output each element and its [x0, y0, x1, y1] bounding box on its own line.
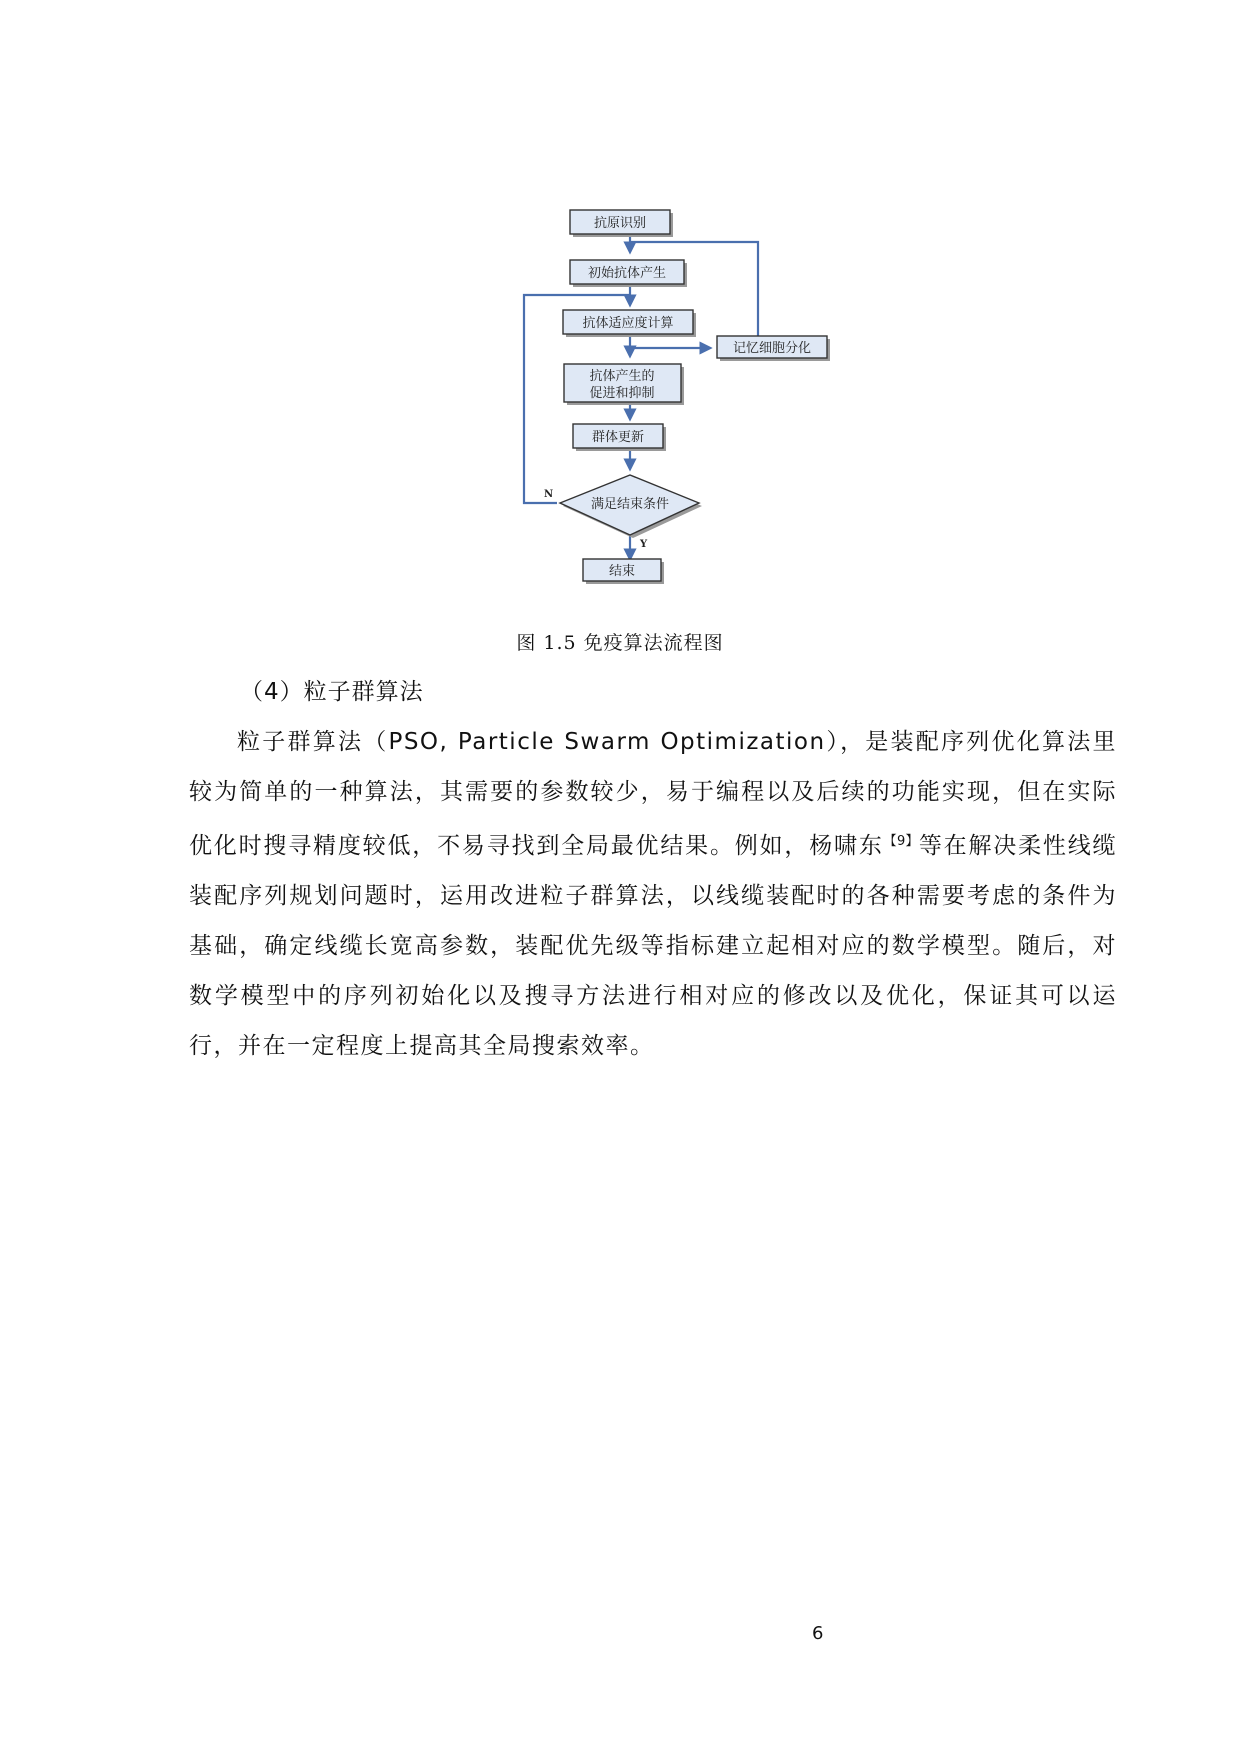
node-end-condition: [560, 475, 702, 538]
flowchart-svg: [520, 205, 840, 585]
node-end-label: 结束: [608, 564, 636, 579]
figure-caption: 图 1.5 免疫算法流程图: [516, 632, 724, 654]
node-condition-label: 满足结束条件: [590, 497, 670, 512]
branch-label-yes: Y: [640, 539, 648, 550]
node-fitness-label: 抗体适应度计算: [582, 316, 674, 331]
node-antigen-recognition: [570, 210, 673, 237]
page-number: 6: [812, 1623, 824, 1644]
node-initial-antibody: [570, 260, 687, 287]
paragraph-text-part1: 粒子群算法（PSO, Particle Swarm Optimization），是装配序列优化算法里较为简单的一种算法，其需要的参数较少，易于编程以及后续的功能实现，但在实际优化时搜寻精度较低，不易寻找到全局最优结果。例如，杨啸东: [189, 729, 1117, 859]
body-paragraph: [189, 717, 1117, 1071]
node-end: [583, 559, 664, 584]
node-promote-label-1: 抗体产生的: [589, 369, 655, 384]
citation-reference: 【9】: [883, 834, 919, 849]
node-init-label: 初始抗体产生: [587, 266, 667, 281]
paragraph-text-part2: 等在解决柔性线缆装配序列规划问题时，运用改进粒子群算法，以线缆装配时的各种需要考虑的条件为基础，确定线缆长宽高参数，装配优先级等指标建立起相对应的数学模型。随后，对数学模型中的序列初始化以及搜寻方法进行相对应的修改以及优化，保证其可以运行，并在一定程度上提高其全局搜索效率。: [189, 833, 1118, 1059]
node-promote-suppress: [564, 364, 684, 405]
section-subheading: （4）粒子群算法: [240, 679, 424, 705]
node-promote-label-2: 促进和抑制: [589, 386, 655, 401]
node-update-label: 群体更新: [591, 430, 645, 445]
immune-algorithm-flowchart: [520, 205, 840, 585]
node-memory-label: 记忆细胞分化: [732, 341, 812, 356]
node-fitness-calc: [563, 310, 696, 337]
node-antigen-label: 抗原识别: [593, 216, 647, 231]
node-memory-cell: [717, 336, 830, 361]
node-population-update: [573, 424, 666, 451]
branch-label-no: N: [544, 489, 554, 500]
